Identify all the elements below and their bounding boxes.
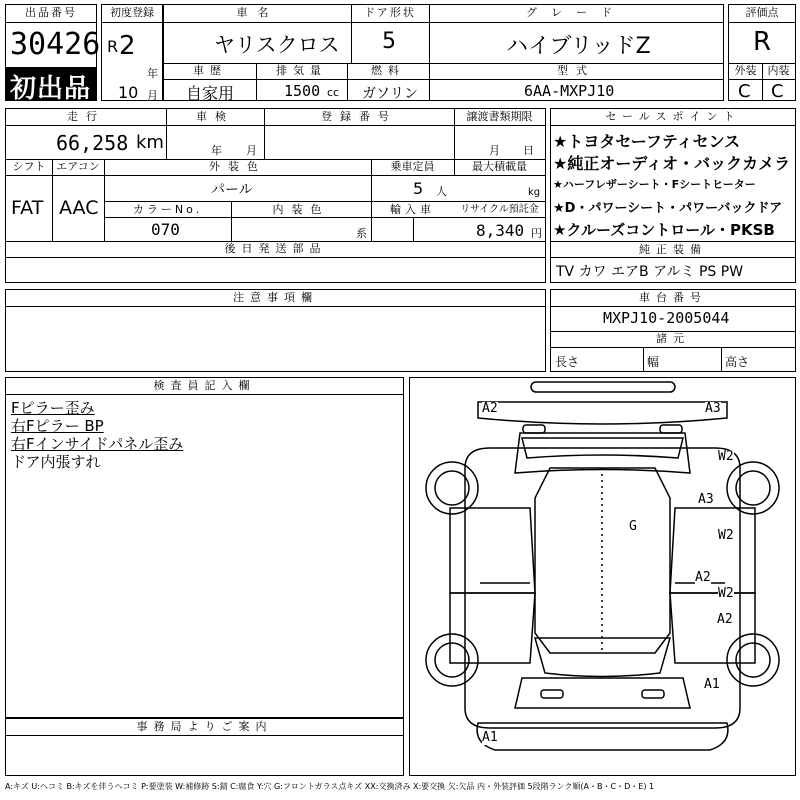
model: 6AA-MXPJ10: [524, 82, 615, 100]
inspection-month-unit: 月: [246, 144, 257, 157]
color-label: 外装色: [209, 160, 266, 173]
month-unit: 月: [147, 89, 158, 102]
history: 自家用: [186, 84, 235, 103]
mark-right-front-fender: A3: [698, 492, 714, 507]
car-outline: [410, 378, 795, 775]
color: パール: [211, 182, 253, 198]
displacement: 1500: [284, 82, 321, 100]
mark-right-rocker: A2: [695, 570, 711, 585]
mileage-unit: km: [136, 132, 164, 153]
length-label: 長さ: [555, 355, 580, 369]
mark-rear-bumper: A1: [482, 730, 498, 745]
doors-label: ドア形状: [364, 6, 416, 19]
score-label: 評価点: [745, 6, 779, 19]
chassis-box: [550, 289, 796, 372]
interior-color-unit: 系: [356, 227, 367, 240]
sales-point-item: ★トヨタセーフティセンス: [553, 132, 741, 151]
inspector-note: ドア内張すれ: [11, 453, 101, 471]
recycle-label: リサイクル預託金: [460, 204, 539, 215]
doors: 5: [382, 29, 396, 54]
chassis-label: 車台番号: [639, 291, 707, 304]
lot-label: 出品番号: [25, 6, 77, 19]
load-unit: kg: [528, 187, 541, 198]
mark-right-rear-wheel: A1: [704, 677, 720, 692]
displacement-label: 排気量: [276, 64, 327, 77]
history-label: 車歴: [193, 64, 227, 77]
car-name-label: 車名: [236, 6, 279, 19]
displacement-unit: cc: [327, 86, 340, 99]
reg-date-box: [101, 4, 163, 101]
inspection-year-unit: 年: [211, 144, 222, 157]
year-unit: 年: [147, 67, 158, 80]
inspector-note: Fピラー歪み: [11, 399, 95, 417]
car-diagram: [409, 377, 796, 776]
mark-right-rear-quarter: A2: [717, 612, 733, 627]
interior-label: 内装: [767, 64, 790, 77]
capacity: 5: [413, 179, 424, 198]
color-no-label: カラーNo.: [132, 203, 203, 216]
lot-number: 30426: [10, 27, 101, 62]
score-box: [728, 4, 796, 101]
notes-label: 注意事項欄: [233, 291, 318, 304]
sales-points-box: [550, 108, 796, 283]
reg-year: 2: [119, 31, 136, 61]
grade-label: グレード: [526, 6, 626, 19]
fuel: ガソリン: [362, 86, 418, 102]
inspection-label: 車検: [196, 110, 234, 123]
vehicle-detail-grid: [5, 108, 546, 283]
notes-box: [5, 289, 546, 372]
office-box: [5, 718, 404, 776]
exterior-grade: C: [738, 81, 751, 102]
inspector-label: 検査員記入欄: [153, 379, 256, 392]
sales-point-item: ★ハーフレザーシート・Fシートヒーター: [553, 178, 756, 191]
mileage-label: 走行: [67, 110, 105, 123]
interior-grade: C: [771, 81, 784, 102]
height-label: 高さ: [725, 355, 750, 369]
width-label: 幅: [647, 355, 660, 369]
car-name: ヤリスクロス: [214, 33, 340, 57]
plate-label: 登録番号: [321, 110, 397, 123]
lot-box: [5, 4, 101, 104]
spec-grid: [163, 4, 724, 101]
later-parts-label: 後日発送部品: [224, 242, 327, 255]
office-label: 事務局よりご案内: [136, 720, 273, 733]
legend: A:キズ U:ヘコミ B:キズを伴うヘコミ P:要塗装 W:補修跡 S:錆 C:腐食 Y:穴 G:フロントガラス点キズ XX:交換済み X:要交換 欠:欠品 内・外装評価 5段階ランク順(A・B・C・D・E) 1: [5, 782, 655, 791]
reg-label: 初度登録: [110, 6, 154, 19]
first-listing-label: 初出品: [10, 74, 92, 104]
inspector-box: [5, 377, 404, 718]
mark-front-right-corner: A3: [705, 401, 721, 416]
mark-front-left-corner: A2: [482, 401, 498, 416]
mark-right-front-door: W2: [718, 528, 734, 543]
inspector-note: 右Fインサイドパネル歪み: [11, 435, 184, 453]
recycle-unit: 円: [531, 227, 542, 240]
mark-front-right-wheel: W2: [718, 449, 734, 464]
transfer-day-unit: 日: [523, 144, 534, 157]
mark-roof: G: [629, 519, 637, 534]
ac-label: エアコン: [56, 160, 100, 173]
reg-era: R: [107, 37, 119, 56]
capacity-unit: 人: [436, 185, 447, 198]
dims-label: 諸元: [656, 332, 690, 345]
interior-color-label: 内装色: [272, 203, 330, 216]
mileage: 66,258: [56, 131, 129, 155]
fuel-label: 燃料: [371, 64, 405, 77]
score: R: [753, 27, 772, 57]
sales-points-label: セールスポイント: [605, 110, 741, 123]
chassis-number: MXPJ10-2005044: [603, 309, 730, 327]
import-label: 輸入車: [390, 203, 435, 216]
model-label: 型式: [557, 64, 595, 77]
color-no: 070: [151, 220, 180, 239]
capacity-label: 乗車定員: [390, 160, 435, 173]
shift: FAT: [11, 197, 44, 219]
reg-month: 10: [118, 83, 139, 102]
ac: AAC: [59, 197, 99, 219]
transfer-label: 譲渡書類期限: [466, 110, 533, 123]
load-label: 最大積載量: [472, 160, 527, 173]
equipment: TV カワ エアB アルミ PS PW: [556, 264, 744, 280]
recycle: 8,340: [476, 221, 525, 240]
sales-point-item: ★クルーズコントロール・PKSB: [553, 221, 775, 239]
transfer-month-unit: 月: [489, 144, 500, 157]
equipment-label: 純正装備: [639, 243, 707, 256]
sales-point-item: ★純正オーディオ・バックカメラ: [553, 154, 791, 173]
first-listing-badge: [6, 67, 96, 104]
shift-label: シフト: [12, 160, 46, 173]
mark-right-rear-door: W2: [718, 586, 734, 601]
grade: ハイブリッドZ: [506, 34, 651, 59]
sales-point-item: ★D・パワーシート・パワーバックドア: [553, 201, 783, 216]
inspector-note: 右Fピラー BP: [11, 417, 104, 435]
exterior-label: 外装: [734, 64, 757, 77]
